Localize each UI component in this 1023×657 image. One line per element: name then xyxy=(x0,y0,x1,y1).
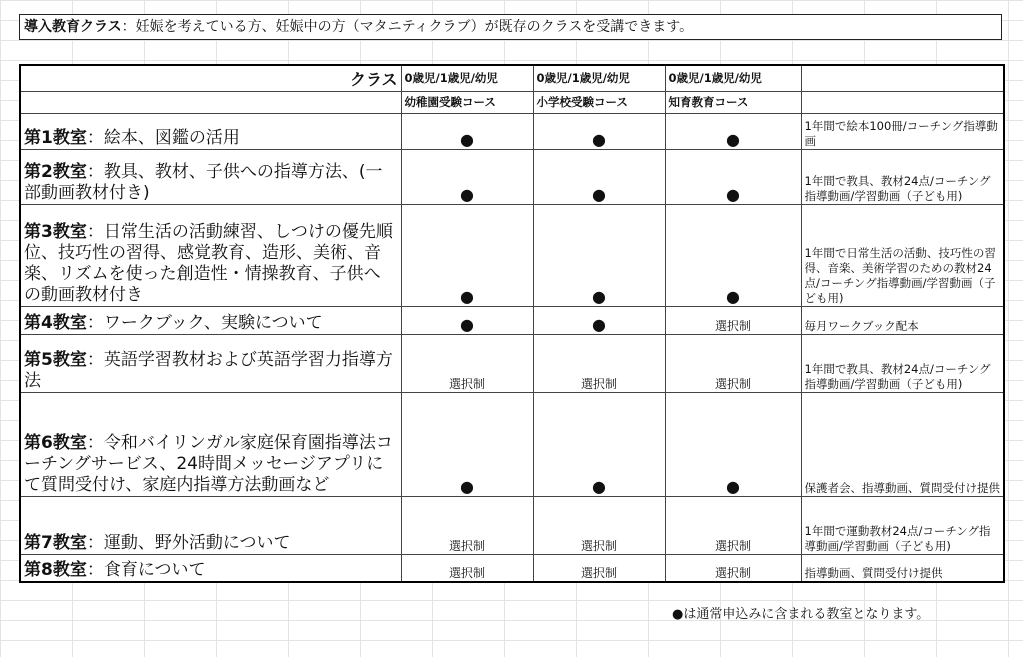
room-name: 第1教室 xyxy=(24,127,87,148)
header-row-age xyxy=(20,65,1004,91)
class-table xyxy=(19,64,1005,583)
room-cell xyxy=(20,392,401,496)
room-desc: ：日常生活の活動練習、しつけの優先順位、技巧性の習得、感覚教育、造形、美術、音楽、リズムを使った創造性・情操教育、子供への動画教材付き xyxy=(24,221,393,305)
age-label-2: 0歳児/1歳児/幼児 xyxy=(533,65,665,91)
course-1-mark: ● xyxy=(401,113,533,149)
course-1-mark: ● xyxy=(401,306,533,334)
room-desc: ：教具、教材、子供への指導方法、(一部動画教材付き) xyxy=(24,161,383,203)
course-1-mark: 選択制 xyxy=(401,554,533,582)
course-3-mark: ● xyxy=(665,392,801,496)
course-3-mark: ● xyxy=(665,113,801,149)
course-elementary: 小学校受験コース xyxy=(533,91,665,113)
course-kindergarten: 幼稚園受験コース xyxy=(401,91,533,113)
room-cell xyxy=(20,496,401,554)
course-2-mark: ● xyxy=(533,204,665,306)
footnote: ●は通常申込みに含まれる教室となります。 xyxy=(672,607,930,622)
room-name: 第7教室 xyxy=(24,532,87,553)
course-2-mark: ● xyxy=(533,392,665,496)
header-empty-cell xyxy=(20,91,401,113)
course-3-mark: ● xyxy=(665,204,801,306)
room-desc: ：ワークブック、実験について xyxy=(86,312,323,333)
header-note-empty-2 xyxy=(801,91,1004,113)
room-name: 第6教室 xyxy=(24,432,87,453)
course-2-mark: 選択制 xyxy=(533,554,665,582)
table-row xyxy=(20,149,1004,204)
course-3-mark: 選択制 xyxy=(665,334,801,392)
course-1-mark: ● xyxy=(401,392,533,496)
room-name: 第3教室 xyxy=(24,221,87,242)
room-desc: ：絵本、図鑑の活用 xyxy=(86,127,240,148)
room-cell xyxy=(20,113,401,149)
table-row xyxy=(20,496,1004,554)
room-note: 保護者会、指導動画、質問受付け提供 xyxy=(801,392,1004,496)
room-desc: ：令和バイリンガル家庭保育園指導法コーチングサービス、24時間メッセージアプリにて質問受付け、家庭内指導方法動画など xyxy=(24,432,393,495)
course-1-mark: 選択制 xyxy=(401,334,533,392)
table-row xyxy=(20,204,1004,306)
room-cell xyxy=(20,204,401,306)
table-row xyxy=(20,306,1004,334)
class-header-label: クラス xyxy=(20,65,401,91)
course-2-mark: 選択制 xyxy=(533,496,665,554)
room-cell xyxy=(20,334,401,392)
table-row xyxy=(20,334,1004,392)
course-2-mark: 選択制 xyxy=(533,334,665,392)
room-note: 1年間で日常生活の活動、技巧性の習得、音楽、美術学習のための教材24点/コーチング指導動画/学習動画（子ども用) xyxy=(801,204,1004,306)
course-1-mark: 選択制 xyxy=(401,496,533,554)
room-name: 第4教室 xyxy=(24,312,87,333)
header-row-course xyxy=(20,91,1004,113)
room-note: 1年間で教具、教材24点/コーチング指導動画/学習動画（子ども用) xyxy=(801,149,1004,204)
course-3-mark: 選択制 xyxy=(665,306,801,334)
table-row xyxy=(20,113,1004,149)
course-3-mark: 選択制 xyxy=(665,554,801,582)
intro-banner xyxy=(19,14,1002,40)
intro-text: ：妊娠を考えている方、妊娠中の方（マタニティクラブ）が既存のクラスを受講できます。 xyxy=(121,19,694,35)
room-name: 第8教室 xyxy=(24,560,87,580)
course-1-mark: ● xyxy=(401,204,533,306)
room-note: 毎月ワークブック配本 xyxy=(801,306,1004,334)
room-desc: ：運動、野外活動について xyxy=(86,532,291,553)
table-row xyxy=(20,554,1004,582)
room-desc: ：食育について xyxy=(86,560,206,580)
room-note: 1年間で教具、教材24点/コーチング指導動画/学習動画（子ども用) xyxy=(801,334,1004,392)
room-cell xyxy=(20,554,401,582)
course-3-mark: 選択制 xyxy=(665,496,801,554)
course-intellectual: 知育教育コース xyxy=(665,91,801,113)
room-desc: ：英語学習教材および英語学習力指導方法 xyxy=(24,349,393,391)
course-2-mark: ● xyxy=(533,306,665,334)
course-3-mark: ● xyxy=(665,149,801,204)
intro-title: 導入教育クラス xyxy=(24,19,122,35)
course-1-mark: ● xyxy=(401,149,533,204)
table-row xyxy=(20,392,1004,496)
room-note: 指導動画、質問受付け提供 xyxy=(801,554,1004,582)
room-note: 1年間で絵本100冊/コーチング指導動画 xyxy=(801,113,1004,149)
room-note: 1年間で運動教材24点/コーチング指導動画/学習動画（子ども用) xyxy=(801,496,1004,554)
room-name: 第2教室 xyxy=(24,161,87,182)
header-note-empty xyxy=(801,65,1004,91)
room-cell xyxy=(20,306,401,334)
course-2-mark: ● xyxy=(533,149,665,204)
room-cell xyxy=(20,149,401,204)
room-name: 第5教室 xyxy=(24,349,87,370)
age-label-1: 0歳児/1歳児/幼児 xyxy=(401,65,533,91)
course-2-mark: ● xyxy=(533,113,665,149)
age-label-3: 0歳児/1歳児/幼児 xyxy=(665,65,801,91)
